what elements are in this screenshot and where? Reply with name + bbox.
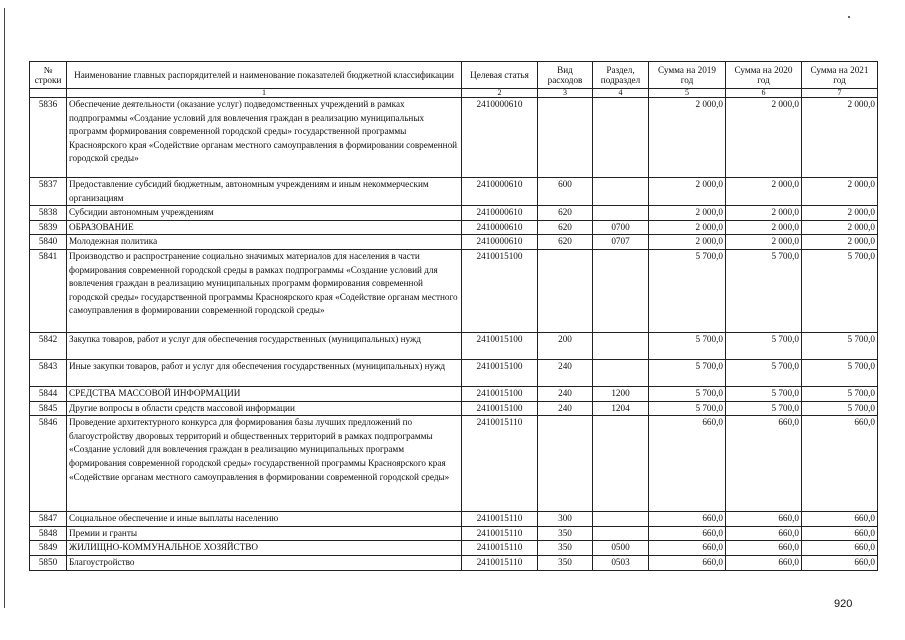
table-row [30,512,878,527]
row-number-cell: 5837 [30,178,67,206]
section-cell [593,332,649,359]
sum-2021-cell: 5 700,0 [802,332,878,359]
sum-2019-cell: 2 000,0 [649,178,726,206]
row-number-cell: 5848 [30,526,67,541]
target-article-cell: 2410015110 [462,555,538,570]
table-row [30,98,878,178]
sum-2021-cell: 2 000,0 [802,98,878,178]
sum-2021-cell: 660,0 [802,526,878,541]
row-name-cell: Молодежная политика [67,235,462,250]
row-name-cell: ЖИЛИЩНО-КОММУНАЛЬНОЕ ХОЗЯЙСТВО [67,541,462,556]
row-name-cell: Субсидии автономным учреждениям [67,206,462,221]
row-number-cell: 5847 [30,512,67,527]
sum-2019-cell: 5 700,0 [649,401,726,416]
column-number: 2 [462,89,538,98]
section-cell [593,512,649,527]
header-sum-2020: Сумма на 2020 год [726,62,802,89]
row-number-cell: 5844 [30,386,67,401]
table-row [30,401,878,416]
expense-kind-cell: 350 [538,526,593,541]
sum-2020-cell: 2 000,0 [726,178,802,206]
row-number-cell: 5839 [30,220,67,235]
target-article-cell: 2410015100 [462,359,538,386]
row-name-cell: Закупка товаров, работ и услуг для обеспечения государственных (муниципальных) нужд [67,332,462,359]
header-sum-2019: Сумма на 2019 год [649,62,726,89]
row-number-cell: 5841 [30,249,67,332]
sum-2021-cell: 660,0 [802,541,878,556]
table-row [30,526,878,541]
row-number-cell: 5846 [30,416,67,512]
table-row [30,332,878,359]
sum-2019-cell: 660,0 [649,416,726,512]
sum-2021-cell: 5 700,0 [802,249,878,332]
row-name-cell: ОБРАЗОВАНИЕ [67,220,462,235]
sum-2020-cell: 5 700,0 [726,359,802,386]
sum-2019-cell: 5 700,0 [649,249,726,332]
row-name-cell: Социальное обеспечение и иные выплаты населению [67,512,462,527]
target-article-cell: 2410015100 [462,386,538,401]
expense-kind-cell: 620 [538,220,593,235]
sum-2021-cell: 5 700,0 [802,386,878,401]
section-cell: 0503 [593,555,649,570]
sum-2019-cell: 5 700,0 [649,359,726,386]
sum-2021-cell: 2 000,0 [802,206,878,221]
expense-kind-cell: 620 [538,235,593,250]
sum-2019-cell: 2 000,0 [649,220,726,235]
expense-kind-cell: 200 [538,332,593,359]
sum-2020-cell: 5 700,0 [726,332,802,359]
scan-dot [848,16,850,18]
sum-2020-cell: 660,0 [726,416,802,512]
target-article-cell: 2410015110 [462,526,538,541]
section-cell [593,206,649,221]
column-number [30,89,67,98]
sum-2020-cell: 5 700,0 [726,249,802,332]
table-row [30,541,878,556]
column-number: 3 [538,89,593,98]
sum-2020-cell: 660,0 [726,512,802,527]
row-number-cell: 5843 [30,359,67,386]
sum-2020-cell: 660,0 [726,526,802,541]
section-cell [593,526,649,541]
expense-kind-cell: 300 [538,512,593,527]
table-row [30,178,878,206]
section-cell: 1204 [593,401,649,416]
sum-2021-cell: 660,0 [802,416,878,512]
column-number: 1 [67,89,462,98]
column-number: 4 [593,89,649,98]
expense-kind-cell: 240 [538,359,593,386]
row-number-cell: 5836 [30,98,67,178]
expense-kind-cell: 600 [538,178,593,206]
expense-kind-cell [538,416,593,512]
budget-table [29,61,878,571]
header-expense-kind: Вид расходов [538,62,593,89]
target-article-cell: 2410000610 [462,206,538,221]
row-number-cell: 5849 [30,541,67,556]
target-article-cell: 2410000610 [462,235,538,250]
binding-margin-line [4,8,5,608]
sum-2021-cell: 2 000,0 [802,178,878,206]
target-article-cell: 2410000610 [462,98,538,178]
table-row [30,206,878,221]
target-article-cell: 2410015100 [462,332,538,359]
header-target-article: Целевая статья [462,62,538,89]
expense-kind-cell: 240 [538,401,593,416]
sum-2020-cell: 5 700,0 [726,401,802,416]
sum-2019-cell: 5 700,0 [649,332,726,359]
column-number: 6 [726,89,802,98]
target-article-cell: 2410015110 [462,416,538,512]
expense-kind-cell: 350 [538,541,593,556]
target-article-cell: 2410015100 [462,249,538,332]
table-row [30,220,878,235]
sum-2021-cell: 2 000,0 [802,235,878,250]
section-cell: 0500 [593,541,649,556]
sum-2021-cell: 5 700,0 [802,401,878,416]
sum-2020-cell: 660,0 [726,541,802,556]
section-cell [593,359,649,386]
sum-2020-cell: 660,0 [726,555,802,570]
header-section: Раздел, подраздел [593,62,649,89]
sum-2021-cell: 5 700,0 [802,359,878,386]
section-cell: 0700 [593,220,649,235]
row-name-cell: СРЕДСТВА МАССОВОЙ ИНФОРМАЦИИ [67,386,462,401]
column-number: 7 [802,89,878,98]
target-article-cell: 2410000610 [462,220,538,235]
sum-2021-cell: 660,0 [802,512,878,527]
sum-2019-cell: 2 000,0 [649,98,726,178]
sum-2019-cell: 2 000,0 [649,206,726,221]
sum-2020-cell: 2 000,0 [726,220,802,235]
row-name-cell: Другие вопросы в области средств массовой информации [67,401,462,416]
sum-2019-cell: 660,0 [649,541,726,556]
table-row [30,235,878,250]
sum-2020-cell: 2 000,0 [726,98,802,178]
table-header-row [30,62,878,89]
section-cell [593,249,649,332]
header-row-number: № строки [30,62,67,89]
sum-2020-cell: 5 700,0 [726,386,802,401]
table-row [30,416,878,512]
sum-2019-cell: 660,0 [649,555,726,570]
sum-2021-cell: 660,0 [802,555,878,570]
sum-2021-cell: 2 000,0 [802,220,878,235]
target-article-cell: 2410015110 [462,512,538,527]
row-name-cell: Производство и распространение социально значимых материалов для населения в части формирования современной городской среды в рамках подпрограммы «Создание условий для вовлечения граждан в реализацию муниципальных программ формирования современной городской среды» государственной программы Красноярского края «Содействие органам местного самоуправления в формировании современной городской среды» [67,249,462,332]
row-name-cell: Благоустройство [67,555,462,570]
target-article-cell: 2410015110 [462,541,538,556]
column-number-row [30,89,878,98]
sum-2019-cell: 2 000,0 [649,235,726,250]
sum-2019-cell: 5 700,0 [649,386,726,401]
target-article-cell: 2410015100 [462,401,538,416]
row-number-cell: 5840 [30,235,67,250]
table-row [30,359,878,386]
expense-kind-cell: 350 [538,555,593,570]
expense-kind-cell [538,249,593,332]
row-number-cell: 5850 [30,555,67,570]
row-name-cell: Проведение архитектурного конкурса для формирования базы лучших предложений по благоустройству дворовых территорий и общественных территорий в рамках подпрограммы «Создание условий для вовлечения граждан в реализацию муниципальных программ формирования современной городской среды» государственной программы Красноярского края «Содействие органам местного самоуправления в формировании современной городской среды» [67,416,462,512]
row-number-cell: 5845 [30,401,67,416]
section-cell: 1200 [593,386,649,401]
header-name: Наименование главных распорядителей и наименование показателей бюджетной классификации [67,62,462,89]
expense-kind-cell: 240 [538,386,593,401]
sum-2019-cell: 660,0 [649,512,726,527]
target-article-cell: 2410000610 [462,178,538,206]
sum-2020-cell: 2 000,0 [726,235,802,250]
table-row [30,555,878,570]
row-name-cell: Иные закупки товаров, работ и услуг для обеспечения государственных (муниципальных) нужд [67,359,462,386]
section-cell [593,416,649,512]
sum-2019-cell: 660,0 [649,526,726,541]
section-cell [593,178,649,206]
header-sum-2021: Сумма на 2021 год [802,62,878,89]
section-cell: 0707 [593,235,649,250]
expense-kind-cell [538,98,593,178]
expense-kind-cell: 620 [538,206,593,221]
row-name-cell: Премии и гранты [67,526,462,541]
row-number-cell: 5842 [30,332,67,359]
section-cell [593,98,649,178]
sum-2020-cell: 2 000,0 [726,206,802,221]
row-name-cell: Предоставление субсидий бюджетным, автономным учреждениям и иным некоммерческим организациям [67,178,462,206]
column-number: 5 [649,89,726,98]
row-name-cell: Обеспечение деятельности (оказание услуг) подведомственных учреждений в рамках подпрограммы «Создание условий для вовлечения граждан в реализацию муниципальных программ формирования современной городской среды» государственной программы Красноярского края «Содействие органам местного самоуправления в формировании современной городской среды» [67,98,462,178]
table-row [30,386,878,401]
page-number: 920 [834,598,853,610]
table-row [30,249,878,332]
row-number-cell: 5838 [30,206,67,221]
